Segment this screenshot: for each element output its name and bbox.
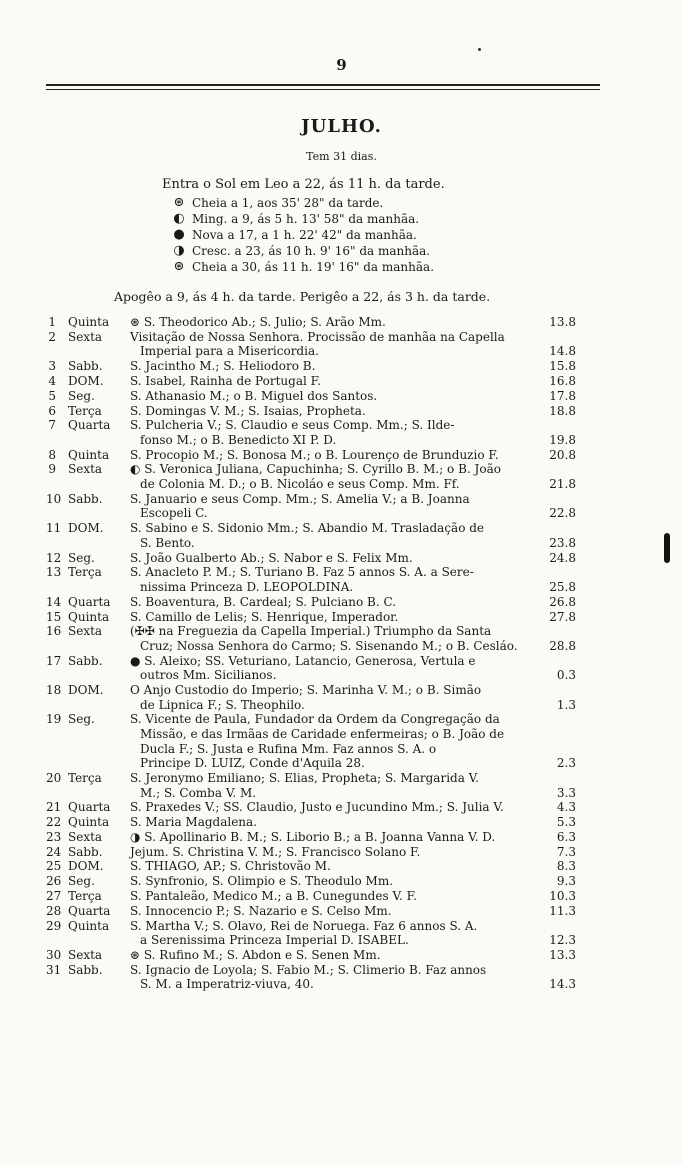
calendar-row	[46, 624, 576, 653]
waning-moon-icon: ◐	[173, 211, 185, 226]
feast-line: S. Synfronio, S. Olimpio e S. Theodulo Mm.	[130, 874, 394, 889]
feast-text	[130, 845, 524, 860]
weekday: Sexta	[68, 624, 103, 639]
weekday: DOM.	[68, 683, 104, 698]
weekday: Seg.	[68, 712, 95, 727]
feast-text	[130, 330, 524, 359]
feast-text	[130, 859, 524, 874]
day-number: 26	[46, 874, 62, 889]
feast-text	[130, 771, 524, 800]
ink-speck	[478, 48, 481, 51]
moon-phase-row	[172, 259, 434, 275]
feast-line: S. Camillo de Lelis; S. Henrique, Imperador.	[130, 609, 399, 624]
moon-age-value: 21.8	[549, 477, 576, 492]
calendar-row	[46, 948, 576, 963]
moon-age-value: 20.8	[549, 447, 576, 462]
day-number: 9	[48, 462, 56, 477]
moon-age-value: 24.8	[549, 550, 576, 565]
weekday: Seg.	[68, 550, 95, 565]
feast-line: (✠✠ na Freguezia da Capella Imperial.) Triumpho da Santa	[130, 624, 492, 639]
calendar-row	[46, 771, 576, 800]
feast-line: ● S. Aleixo; SS. Veturiano, Latancio, Generosa, Vertula e	[130, 653, 476, 668]
moon-phase-text: Cheia a 1, aos 35' 28" da tarde.	[192, 196, 384, 210]
calendar-row	[46, 800, 576, 815]
feast-line: Principe D. LUIZ, Conde d'Aquila 28.	[140, 756, 365, 771]
weekday: Quarta	[68, 903, 111, 918]
new-moon-icon: ●	[173, 227, 185, 242]
feast-text	[130, 654, 524, 683]
apsis-line: Apogêo a 9, ás 4 h. da tarde. Perigêo a 22, ás 3 h. da tarde.	[114, 289, 491, 304]
calendar-row	[46, 330, 576, 359]
day-number: 2	[48, 329, 56, 344]
feast-line: Jejum. S. Christina V. M.; S. Francisco Solano F.	[130, 844, 421, 859]
moon-age-value: 15.8	[549, 359, 576, 374]
feast-line: S. Pantaleão, Medico M.; a B. Cunegundes V. F.	[130, 889, 417, 904]
moon-age-value: 0.3	[556, 668, 576, 683]
moon-age-value: 23.8	[549, 535, 576, 550]
feast-text	[130, 418, 524, 447]
feast-line: M.; S. Comba V. M.	[140, 785, 257, 800]
moon-age-value: 9.3	[556, 874, 576, 889]
calendar-row	[46, 654, 576, 683]
calendar-row	[46, 448, 576, 463]
moon-age-value: 25.8	[549, 579, 576, 594]
day-number: 1	[48, 315, 56, 329]
calendar-row	[46, 815, 576, 830]
moon-phase-text: Cheia a 30, ás 11 h. 19' 16" da manhãa.	[192, 260, 435, 274]
full-moon-icon: ⊛	[173, 259, 185, 274]
moon-age-value: 28.8	[549, 638, 576, 653]
moon-age-value: 22.8	[549, 506, 576, 521]
feast-text	[130, 963, 524, 992]
feast-line: outros Mm. Sicilianos.	[140, 668, 277, 683]
feast-line: S. Maria Magdalena.	[130, 815, 258, 830]
calendar-row	[46, 404, 576, 419]
feast-line: Escopeli C.	[140, 506, 208, 521]
calendar-row	[46, 565, 576, 594]
feast-line: S. Pulcheria V.; S. Claudio e seus Comp. Mm.; S. Ilde-	[130, 418, 455, 433]
feast-text	[130, 551, 524, 566]
feast-text	[130, 315, 524, 330]
day-number: 7	[48, 418, 56, 433]
feast-text	[130, 904, 524, 919]
calendar-row	[46, 859, 576, 874]
feast-line: nissima Princeza D. LEOPOLDINA.	[140, 579, 354, 594]
waxing-moon-icon: ◑	[173, 243, 185, 258]
feast-line: Cruz; Nossa Senhora do Carmo; S. Sisenando M.; o B. Cesláo.	[140, 638, 518, 653]
moon-age-value: 14.3	[549, 977, 576, 992]
page-number: 9	[336, 56, 347, 74]
moon-age-value: 5.3	[556, 815, 576, 830]
feast-text	[130, 595, 524, 610]
day-number: 28	[46, 903, 62, 918]
moon-age-value: 12.3	[549, 933, 576, 948]
weekday: Terça	[68, 770, 102, 785]
sun-entry: Entra o Sol em Leo a 22, ás 11 h. da tarde.	[162, 177, 445, 192]
feast-line: S. Boaventura, B. Cardeal; S. Pulciano B. C.	[130, 594, 397, 609]
moon-phase-text: Ming. a 9, ás 5 h. 13' 58" da manhãa.	[192, 212, 420, 226]
day-number: 14	[46, 594, 62, 609]
feast-text	[130, 830, 524, 845]
day-number: 23	[46, 829, 62, 844]
feast-text	[130, 359, 524, 374]
feast-text	[130, 565, 524, 594]
calendar-row	[46, 521, 576, 550]
calendar-row	[46, 712, 576, 770]
weekday: DOM.	[68, 521, 104, 536]
feast-text	[130, 624, 524, 653]
feast-line: a Serenissima Princeza Imperial D. ISABEL.	[140, 933, 409, 948]
feast-text	[130, 712, 524, 770]
day-number: 20	[46, 770, 62, 785]
weekday: Sabb.	[68, 962, 103, 977]
moon-age-value: 18.8	[549, 403, 576, 418]
moon-age-value: 3.3	[556, 785, 576, 800]
calendar-row	[46, 963, 576, 992]
feast-line: S. Athanasio M.; o B. Miguel dos Santos.	[130, 388, 378, 403]
moon-age-value: 16.8	[549, 373, 576, 388]
moon-age-value: 11.3	[549, 903, 576, 918]
weekday: DOM.	[68, 373, 104, 388]
moon-age-value: 10.3	[549, 889, 576, 904]
feast-line: de Colonia M. D.; o B. Nicoláo e seus Comp. Mm. Ff.	[140, 477, 460, 492]
calendar-row	[46, 462, 576, 491]
calendar-row	[46, 830, 576, 845]
calendar-row	[46, 374, 576, 389]
calendar-row	[46, 389, 576, 404]
feast-line: S. Domingas V. M.; S. Isaias, Propheta.	[130, 403, 366, 418]
feast-line: ◐ S. Veronica Juliana, Capuchinha; S. Cyrillo B. M.; o B. João	[130, 462, 501, 477]
calendar-row	[46, 610, 576, 625]
feast-line: fonso M.; o B. Benedicto XI P. D.	[140, 432, 337, 447]
day-number: 4	[48, 373, 56, 388]
moon-age-value: 13.8	[549, 315, 576, 329]
weekday: Quinta	[68, 447, 110, 462]
feast-text	[130, 874, 524, 889]
moon-phase-row	[172, 243, 434, 259]
full-moon-icon: ⊛	[173, 195, 185, 210]
moon-age-value: 26.8	[549, 594, 576, 609]
feast-line: Imperial para a Misericordia.	[140, 344, 319, 359]
feast-text	[130, 448, 524, 463]
day-number: 24	[46, 844, 62, 859]
weekday: Quinta	[68, 918, 110, 933]
feast-line: S. Martha V.; S. Olavo, Rei de Noruega. Faz 6 annos S. A.	[130, 918, 478, 933]
feast-line: S. Januario e seus Comp. Mm.; S. Amelia V.; a B. Joanna	[130, 491, 470, 506]
feast-line: S. Isabel, Rainha de Portugal F.	[130, 373, 321, 388]
month-title: JULHO.	[301, 116, 382, 137]
weekday: Terça	[68, 403, 102, 418]
weekday: Sexta	[68, 329, 103, 344]
feast-text	[130, 610, 524, 625]
feast-line: S. Sabino e S. Sidonio Mm.; S. Abandio M. Trasladação de	[130, 521, 485, 536]
feast-text	[130, 404, 524, 419]
calendar-row	[46, 595, 576, 610]
day-number: 15	[46, 609, 62, 624]
feast-text	[130, 948, 524, 963]
weekday: Sabb.	[68, 844, 103, 859]
feast-line: S. M. a Imperatriz-viuva, 40.	[140, 977, 314, 992]
header-rule-thin	[46, 89, 600, 90]
weekday: Sexta	[68, 829, 103, 844]
feast-line: S. Innocencio P.; S. Nazario e S. Celso Mm.	[130, 903, 392, 918]
day-number: 19	[46, 712, 62, 727]
day-number: 3	[48, 359, 56, 374]
moon-phase-row	[172, 211, 434, 227]
feast-line: S. Anacleto P. M.; S. Turiano B. Faz 5 annos S. A. a Sere-	[130, 565, 474, 580]
calendar-row	[46, 683, 576, 712]
feast-line: ⊛ S. Rufino M.; S. Abdon e S. Senen Mm.	[130, 947, 381, 962]
day-number: 12	[46, 550, 62, 565]
weekday: Sexta	[68, 462, 103, 477]
calendar-row	[46, 904, 576, 919]
feast-line: S. João Gualberto Ab.; S. Nabor e S. Felix Mm.	[130, 550, 413, 565]
moon-phase-text: Nova a 17, a 1 h. 22' 42" da manhãa.	[192, 228, 417, 242]
moon-phase-text: Cresc. a 23, ás 10 h. 9' 16" da manhãa.	[192, 244, 431, 258]
moon-age-value: 14.8	[549, 344, 576, 359]
moon-age-value: 7.3	[556, 844, 576, 859]
moon-age-value: 19.8	[549, 432, 576, 447]
feast-line: ⊛ S. Theodorico Ab.; S. Julio; S. Arão Mm.	[130, 315, 386, 329]
weekday: Quarta	[68, 800, 111, 815]
day-number: 31	[46, 962, 62, 977]
moon-age-value: 1.3	[556, 697, 576, 712]
feast-line: O Anjo Custodio do Imperio; S. Marinha V. M.; o B. Simão	[130, 683, 482, 698]
feast-text	[130, 919, 524, 948]
calendar-row	[46, 889, 576, 904]
moon-age-value: 4.3	[556, 800, 576, 815]
feast-line: S. Jacintho M.; S. Heliodoro B.	[130, 359, 316, 374]
day-number: 13	[46, 565, 62, 580]
moon-phase-row	[172, 227, 434, 243]
day-number: 25	[46, 859, 62, 874]
weekday: Quinta	[68, 815, 110, 830]
weekday: DOM.	[68, 859, 104, 874]
calendar-row	[46, 551, 576, 566]
day-number: 18	[46, 683, 62, 698]
day-number: 5	[48, 388, 56, 403]
day-number: 16	[46, 624, 62, 639]
calendar-row	[46, 845, 576, 860]
feast-line: de Lipnica F.; S. Theophilo.	[140, 697, 305, 712]
weekday: Quarta	[68, 418, 111, 433]
feast-line: S. Bento.	[140, 535, 195, 550]
day-number: 22	[46, 815, 62, 830]
weekday: Sexta	[68, 947, 103, 962]
feast-text	[130, 683, 524, 712]
feast-text	[130, 462, 524, 491]
feast-text	[130, 389, 524, 404]
feast-text	[130, 374, 524, 389]
feast-line: S. Procopio M.; S. Bonosa M.; o B. Lourenço de Brunduzio F.	[130, 447, 499, 462]
moon-age-value: 13.3	[549, 947, 576, 962]
feast-text	[130, 800, 524, 815]
weekday: Quinta	[68, 609, 110, 624]
calendar-row	[46, 919, 576, 948]
weekday: Sabb.	[68, 359, 103, 374]
moon-phase-row	[172, 195, 434, 211]
moon-age-value: 17.8	[549, 388, 576, 403]
moon-age-value: 6.3	[556, 829, 576, 844]
days-note: Tem 31 dias.	[306, 150, 377, 163]
weekday: Quinta	[68, 315, 110, 329]
feast-line: Ducla F.; S. Justa e Rufina Mm. Faz annos S. A. o	[140, 741, 437, 756]
feast-text	[130, 521, 524, 550]
feast-line: S. Jeronymo Emiliano; S. Elias, Propheta; S. Margarida V.	[130, 770, 480, 785]
day-number: 21	[46, 800, 62, 815]
calendar-row	[46, 492, 576, 521]
moon-age-value: 27.8	[549, 609, 576, 624]
binding-mark	[664, 533, 670, 563]
moon-age-value: 2.3	[556, 756, 576, 771]
feast-line: S. THIAGO, AP.; S. Christovão M.	[130, 859, 331, 874]
feast-text	[130, 815, 524, 830]
day-number: 17	[46, 653, 62, 668]
day-number: 29	[46, 918, 62, 933]
header-rule	[46, 84, 600, 86]
calendar-row	[46, 418, 576, 447]
calendar-row	[46, 359, 576, 374]
day-number: 10	[46, 491, 62, 506]
weekday: Quarta	[68, 594, 111, 609]
feast-line: S. Praxedes V.; SS. Claudio, Justo e Jucundino Mm.; S. Julia V.	[130, 800, 504, 815]
calendar-row	[46, 315, 576, 330]
feast-line: S. Ignacio de Loyola; S. Fabio M.; S. Climerio B. Faz annos	[130, 962, 487, 977]
weekday: Sabb.	[68, 653, 103, 668]
feast-line: Missão, e das Irmãas de Caridade enfermeiras; o B. João de	[140, 727, 505, 741]
feast-line: ◑ S. Apollinario B. M.; S. Liborio B.; a B. Joanna Vanna V. D.	[130, 829, 496, 844]
day-number: 8	[48, 447, 56, 462]
feast-text	[130, 889, 524, 904]
day-number: 27	[46, 889, 62, 904]
weekday: Sabb.	[68, 491, 103, 506]
feast-text	[130, 492, 524, 521]
day-number: 30	[46, 947, 62, 962]
day-number: 11	[46, 521, 62, 536]
feast-line: S. Vicente de Paula, Fundador da Ordem da Congregação da	[130, 712, 500, 727]
weekday: Seg.	[68, 874, 95, 889]
feast-line: Visitação de Nossa Senhora. Procissão de manhãa na Capella	[130, 329, 505, 344]
moon-age-value: 8.3	[556, 859, 576, 874]
weekday: Terça	[68, 889, 102, 904]
weekday: Terça	[68, 565, 102, 580]
calendar-table	[46, 315, 576, 992]
weekday: Seg.	[68, 388, 95, 403]
moon-phases	[172, 195, 434, 275]
calendar-row	[46, 874, 576, 889]
day-number: 6	[48, 403, 56, 418]
